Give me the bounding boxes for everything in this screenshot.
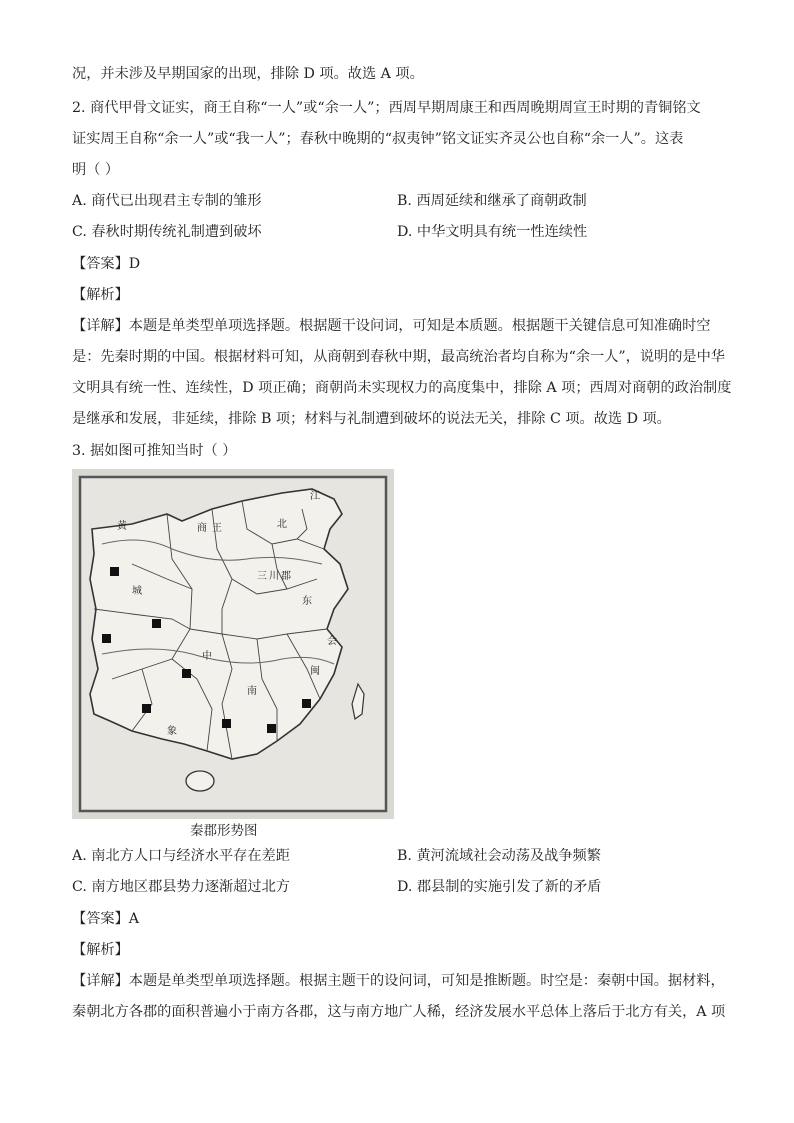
q3-detail-line-1: 【详解】本题是单类型单项选择题。根据主题干的设问词，可知是推断题。时空是：秦朝中国。据材料，: [72, 973, 725, 989]
map-label-jiang: 江: [310, 491, 320, 502]
map-label-san: 三: [257, 571, 267, 582]
map-label-hui: 会: [327, 636, 337, 647]
map-label-cheng: 城: [132, 586, 142, 597]
q2-stem-line-2: 证实周王自称“余一人”或“我一人”；春秋中晚期的“叔夷钟”铭文证实齐灵公也自称“余一人”。这表: [72, 131, 684, 147]
q2-stem-line-1: 2. 商代甲骨文证实，商王自称“一人”或“余一人”；西周早期周康王和西周晚期周宣王时期的青铜铭文: [72, 100, 701, 116]
map-label-chuan: 川: [269, 571, 279, 582]
map-label-zhong: 中: [202, 651, 212, 662]
q2-detail-line-4: 是继承和发展，非延续，排除 B 项；材料与礼制遭到破坏的说法无关，排除 C 项。故选 D 项。: [72, 411, 671, 427]
q2-detail-line-3: 文明具有统一性、连续性，D 项正确；商朝尚未实现权力的高度集中，排除 A 项；西周对商朝的政治制度: [72, 380, 732, 396]
q2-option-d: D. 中华文明具有统一性连续性: [397, 224, 588, 240]
q2-option-a: A. 商代已出现君主专制的雏形: [72, 193, 262, 209]
map-label-min: 闽: [310, 666, 320, 677]
qin-commandery-map: [72, 469, 394, 819]
map-caption: 秦郡形势图: [190, 823, 258, 839]
q2-stem-line-3: 明（ ）: [72, 162, 120, 178]
map-label-huang: 黄: [117, 521, 127, 532]
q3-option-b: B. 黄河流域社会动荡及战争频繁: [397, 848, 601, 864]
map-label-dong: 东: [302, 596, 312, 607]
q2-option-b: B. 西周延续和继承了商朝政制: [397, 193, 587, 209]
q3-option-c: C. 南方地区郡县势力逐渐超过北方: [72, 879, 290, 895]
q3-answer: 【答案】A: [72, 911, 139, 927]
q3-option-a: A. 南北方人口与经济水平存在差距: [72, 848, 290, 864]
q3-stem: 3. 据如图可推知当时（ ）: [72, 443, 237, 459]
q2-analysis-label: 【解析】: [72, 287, 129, 303]
q2-option-c: C. 春秋时期传统礼制遭到破坏: [72, 224, 262, 240]
q2-answer: 【答案】D: [72, 256, 141, 272]
carryover-line: 况，并未涉及早期国家的出现，排除 D 项。故选 A 项。: [72, 66, 424, 82]
q2-detail-line-2: 是：先秦时期的中国。根据材料可知，从商朝到春秋中期，最高统治者均自称为“余一人”，说明的是中华: [72, 349, 725, 365]
map-label-nan: 南: [247, 686, 257, 697]
map-label-xiang: 象: [167, 726, 177, 737]
map-label-wang: 王: [212, 523, 222, 534]
q3-detail-line-2: 秦朝北方各郡的面积普遍小于南方各郡，这与南方地广人稀，经济发展水平总体上落后于北方有关，A 项: [72, 1004, 726, 1020]
q2-detail-line-1: 【详解】本题是单类型单项选择题。根据题干设问词，可知是本质题。根据题干关键信息可知准确时空: [72, 318, 711, 334]
q3-analysis-label: 【解析】: [72, 942, 129, 958]
q3-option-d: D. 郡县制的实施引发了新的矛盾: [397, 879, 602, 895]
map-label-bei: 北: [277, 519, 287, 530]
map-label-jun: 郡: [281, 571, 291, 582]
map-illustration: [72, 469, 394, 819]
map-label-shang: 商: [197, 523, 207, 534]
